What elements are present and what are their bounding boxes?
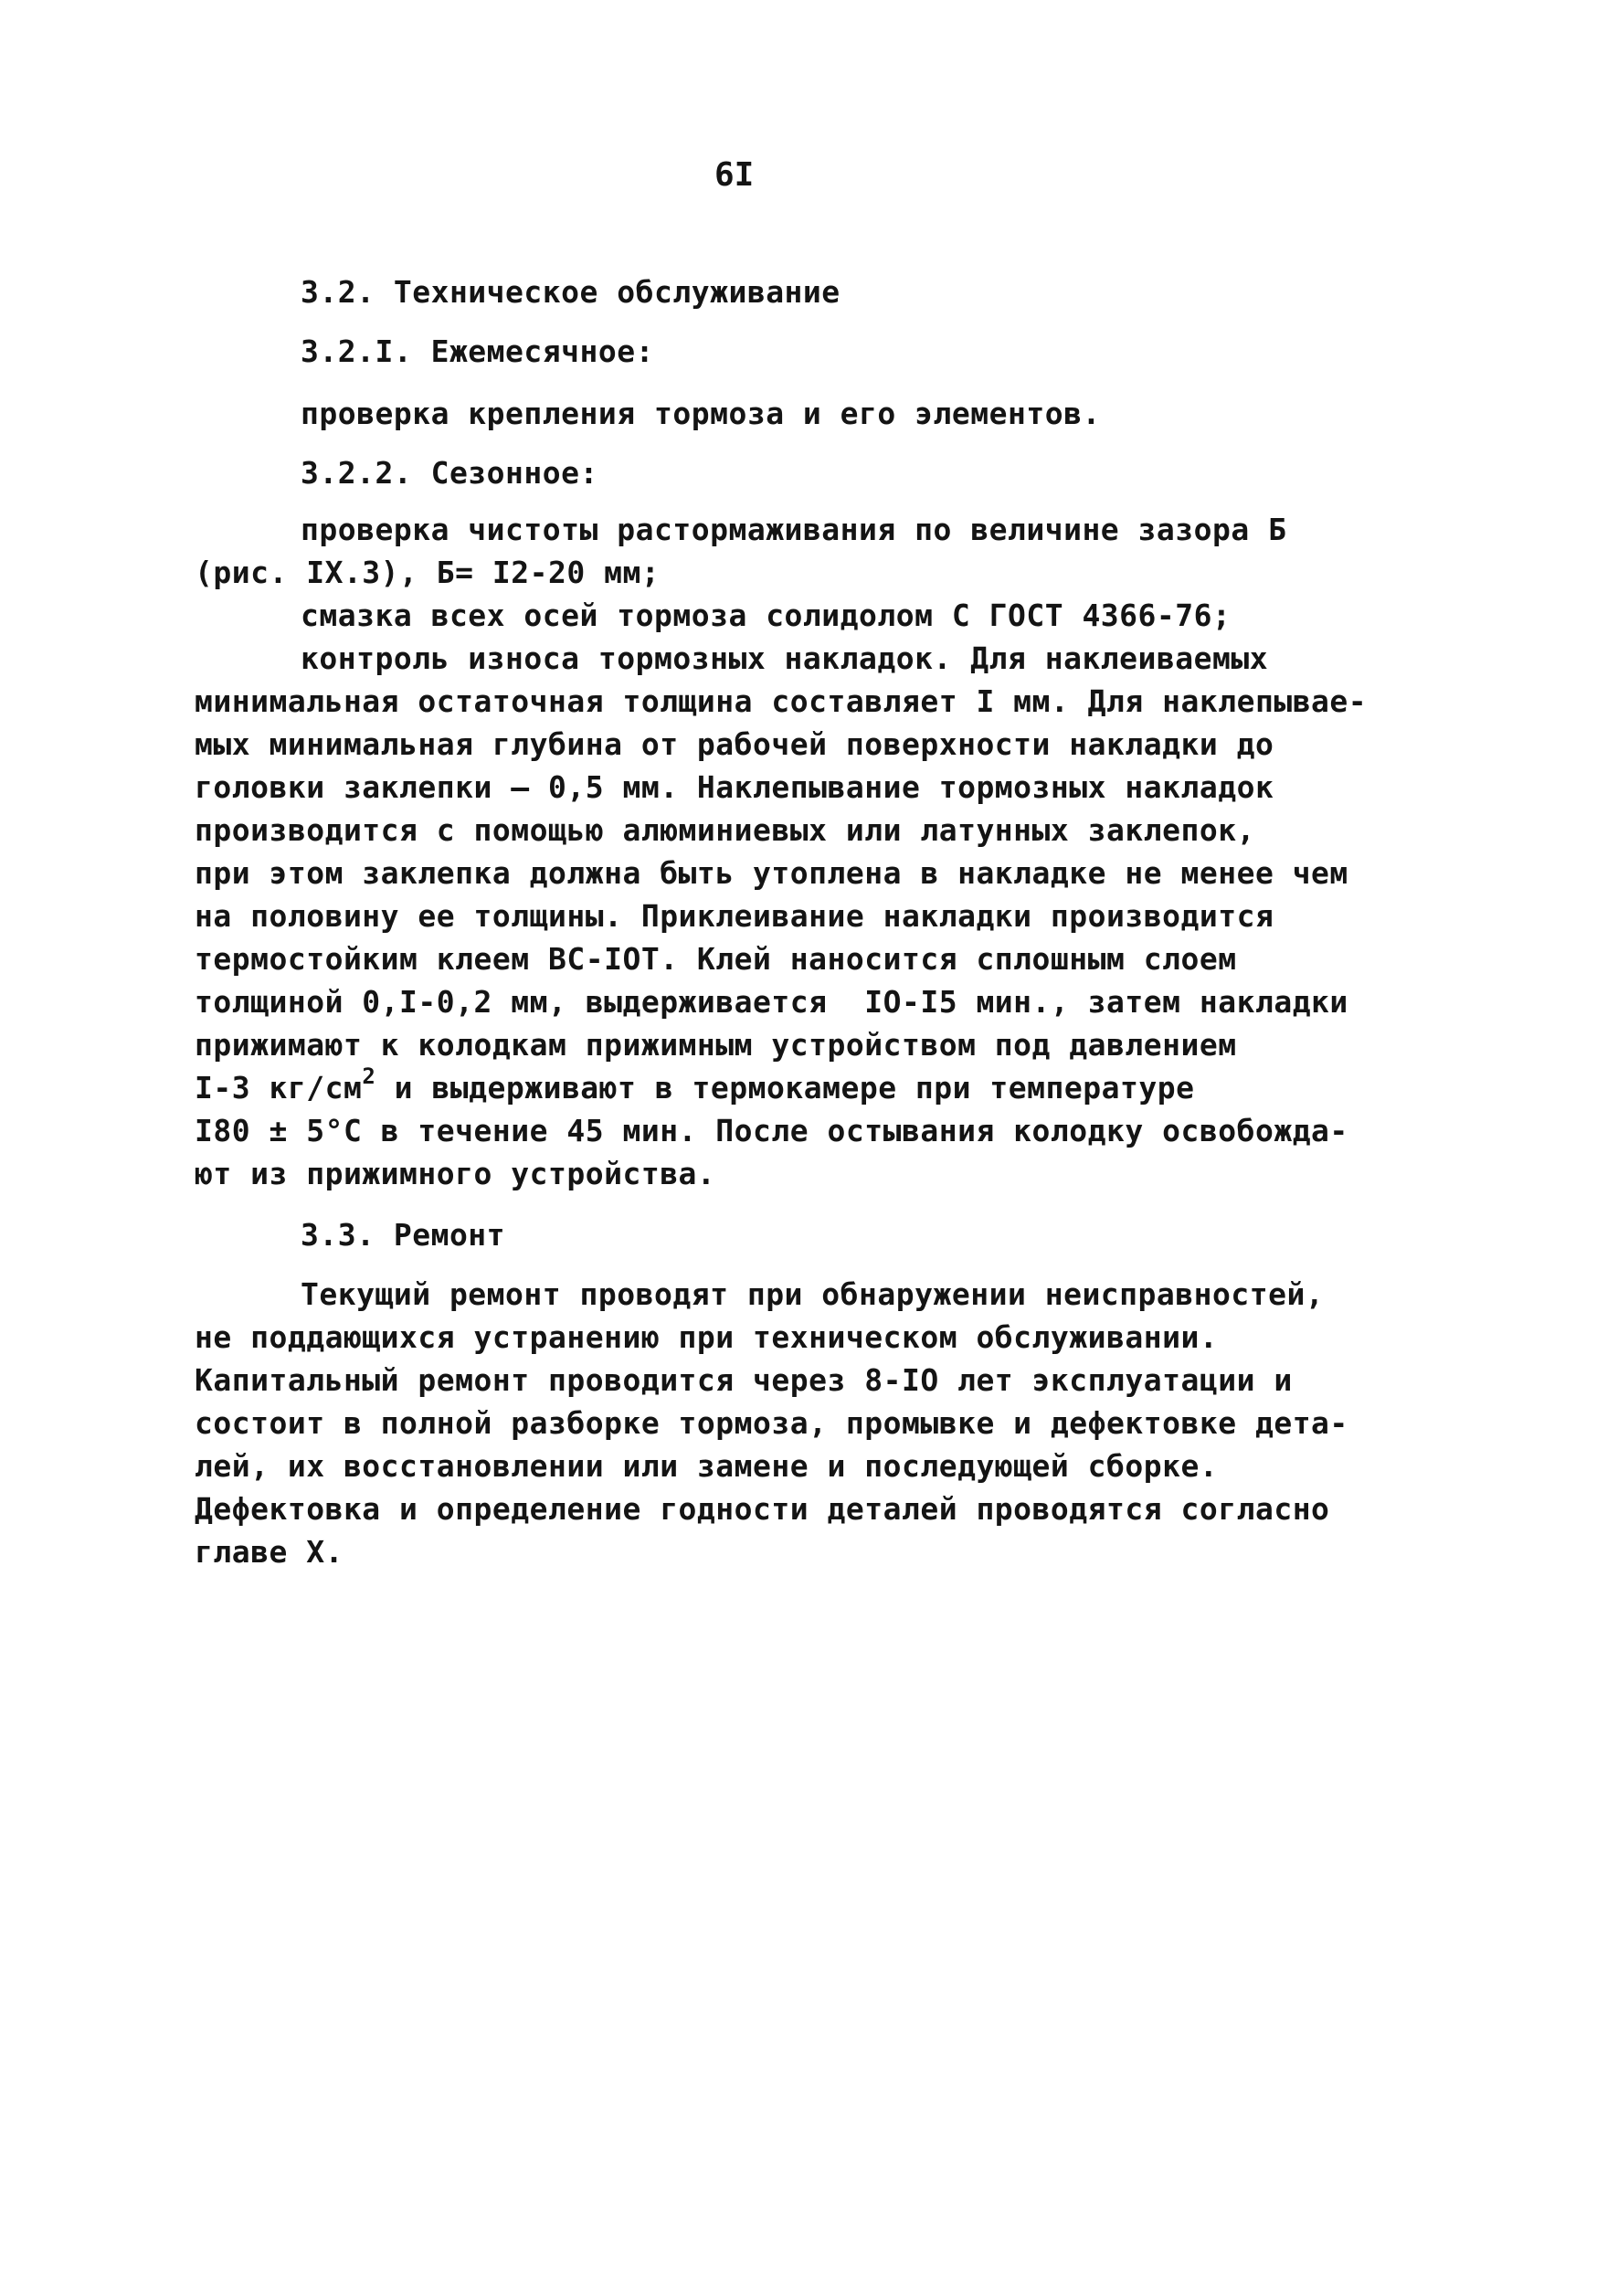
seasonal-line-7: головки заклепки – 0,5 мм. Наклепывание тормозных накладок — [195, 769, 1274, 805]
pressure-line — [195, 1063, 1195, 1106]
repair-line-3: Капитальный ремонт проводится через 8-IО лет эксплуатации и — [195, 1362, 1293, 1398]
section-heading-3-3: 3.3. Ремонт — [301, 1217, 506, 1253]
seasonal-line-4: контроль износа тормозных накладок. Для наклеиваемых — [301, 640, 1269, 676]
seasonal-line-13: прижимают к колодкам прижимным устройством под давлением — [195, 1027, 1237, 1063]
temperature-line: I80 ± 5°С в течение 45 мин. После остывания колодку освобожда- — [195, 1113, 1348, 1148]
seasonal-line-6: мых минимальная глубина от рабочей поверхности накладки до — [195, 726, 1274, 762]
monthly-check-item: проверка крепления тормоза и его элементов. — [301, 396, 1101, 431]
seasonal-line-3: смазка всех осей тормоза солидолом С ГОСТ 4366-76; — [301, 598, 1232, 633]
subsection-heading-3-2-2: 3.2.2. Сезонное: — [301, 455, 598, 491]
repair-line-5: лей, их восстановлении или замене и последующей сборке. — [195, 1448, 1219, 1484]
seasonal-line-5: минимальная остаточная толщина составляет I мм. Для наклепывае- — [195, 683, 1368, 719]
page-number: 6I — [714, 156, 755, 194]
pressure-text: I-3 кг/см — [195, 1070, 363, 1106]
seasonal-line-8: производится с помощью алюминиевых или латунных заклепок, — [195, 812, 1255, 848]
seasonal-line-1: проверка чистоты растормаживания по величине зазора Б — [301, 512, 1287, 547]
release-line: ют из прижимного устройства. — [195, 1156, 716, 1191]
subsection-heading-3-2-1: 3.2.I. Ежемесячное: — [301, 333, 654, 369]
repair-line-6: Дефектовка и определение годности деталей проводятся согласно — [195, 1491, 1330, 1527]
repair-line-4: состоит в полной разборке тормоза, промывке и дефектовке дета- — [195, 1405, 1348, 1441]
seasonal-line-9: при этом заклепка должна быть утоплена в накладке не менее чем — [195, 855, 1348, 891]
pressure-text-continued: и выдерживают в термокамере при температуре — [375, 1070, 1195, 1106]
seasonal-line-12: толщиной 0,I-0,2 мм, выдерживается IО-I5 мин., затем накладки — [195, 984, 1348, 1020]
repair-line-2: не поддающихся устранению при техническом обслуживании. — [195, 1319, 1219, 1355]
seasonal-line-11: термостойким клеем ВС-IОТ. Клей наносится сплошным слоем — [195, 941, 1237, 977]
seasonal-line-2: (рис. IX.3), Б= I2-20 мм; — [195, 555, 661, 590]
repair-line-7: главе X. — [195, 1534, 344, 1570]
seasonal-line-10: на половину ее толщины. Приклеивание накладки производится — [195, 898, 1274, 934]
section-heading-3-2: 3.2. Техническое обслуживание — [301, 274, 841, 310]
pressure-exponent: 2 — [362, 1063, 376, 1089]
repair-line-1: Текущий ремонт проводят при обнаружении неисправностей, — [301, 1276, 1325, 1312]
